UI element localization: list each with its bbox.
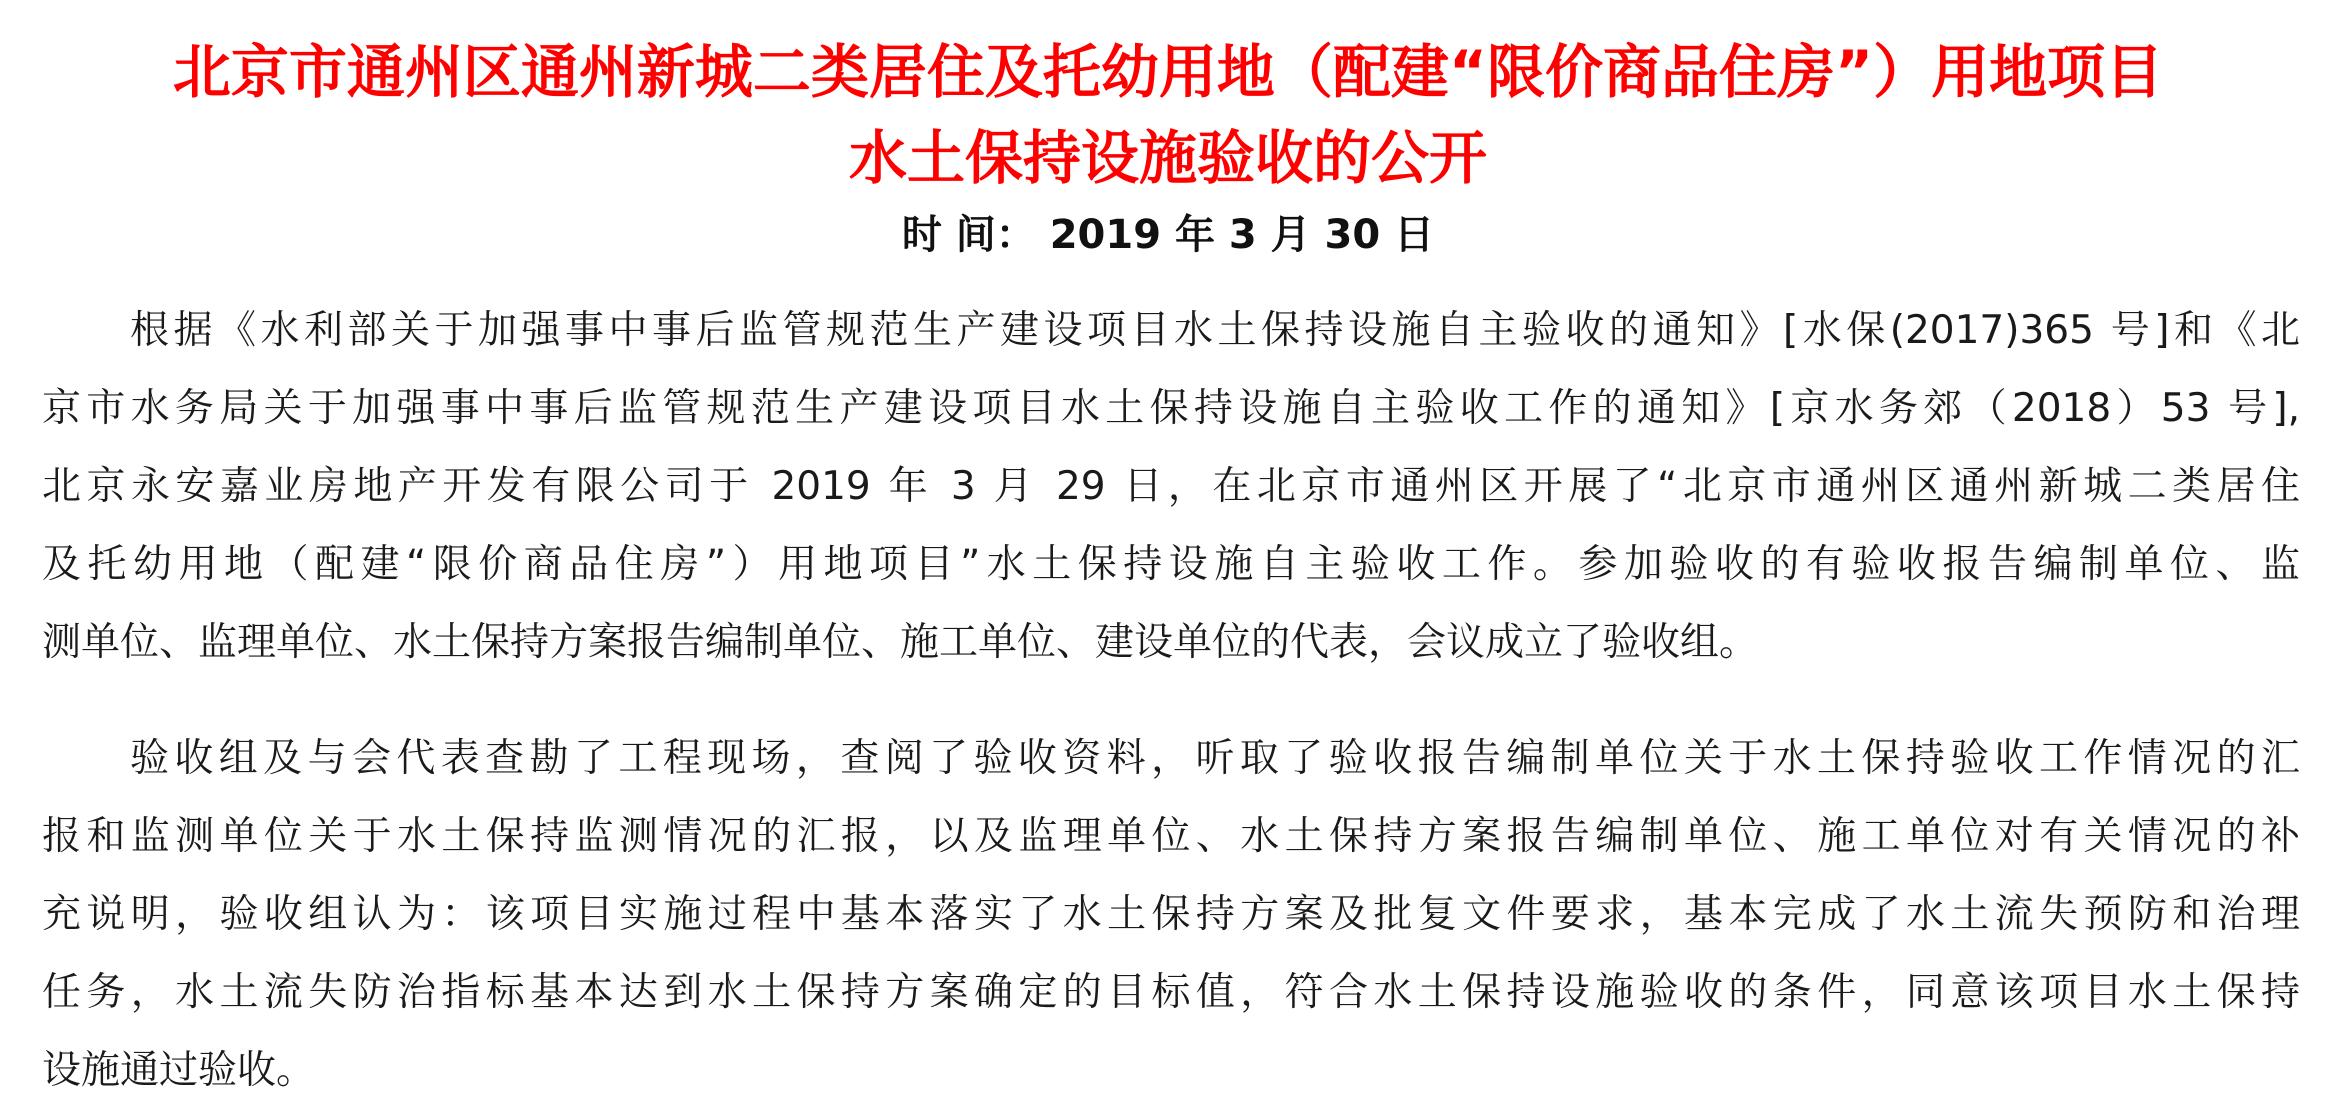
- paragraph-1: [42, 292, 2300, 682]
- document-title-line-1: 北京市通州区通州新城二类居住及托幼用地（配建“限价商品住房”）用地项目: [172, 38, 2164, 106]
- paragraph-1-line: 测单位、监理单位、水土保持方案报告编制单位、施工单位、建设单位的代表，会议成立了验收组。: [42, 620, 1759, 665]
- paragraph-1-line: 北京永安嘉业房地产开发有限公司于 2019 年 3 月 29 日，在北京市通州区开展了“北京市通州区通州新城二类居住: [42, 464, 2300, 509]
- paragraph-2-line: 报和监测单位关于水土保持监测情况的汇报，以及监理单位、水土保持方案报告编制单位、施工单位对有关情况的补: [42, 814, 2300, 859]
- paragraph-2-line: 验收组及与会代表查勘了工程现场，查阅了验收资料，听取了验收报告编制单位关于水土保持验收工作情况的汇: [130, 736, 2300, 781]
- document-title-line-2: 水土保持设施验收的公开: [848, 124, 1487, 192]
- paragraph-2-line: 任务，水土流失防治指标基本达到水土保持方案确定的目标值，符合水土保持设施验收的条件，同意该项目水土保持: [42, 970, 2300, 1015]
- paragraph-1-line: 及托幼用地（配建“限价商品住房”）用地项目”水土保持设施自主验收工作。参加验收的有验收报告编制单位、监: [42, 542, 2300, 587]
- paragraph-1-line: 根据《水利部关于加强事中事后监管规范生产建设项目水土保持设施自主验收的通知》[水保(2017)365 号]和《北: [130, 308, 2300, 353]
- paragraph-2: [42, 720, 2300, 1110]
- paragraph-1-line: 京市水务局关于加强事中事后监管规范生产建设项目水土保持设施自主验收工作的通知》[京水务郊（2018）53 号],: [42, 386, 2300, 431]
- paragraph-2-line: 设施通过验收。: [42, 1048, 316, 1093]
- paragraph-2-line: 充说明，验收组认为：该项目实施过程中基本落实了水土保持方案及批复文件要求，基本完成了水土流失预防和治理: [42, 892, 2300, 937]
- publish-date: 时 间： 2019 年 3 月 30 日: [901, 212, 1435, 258]
